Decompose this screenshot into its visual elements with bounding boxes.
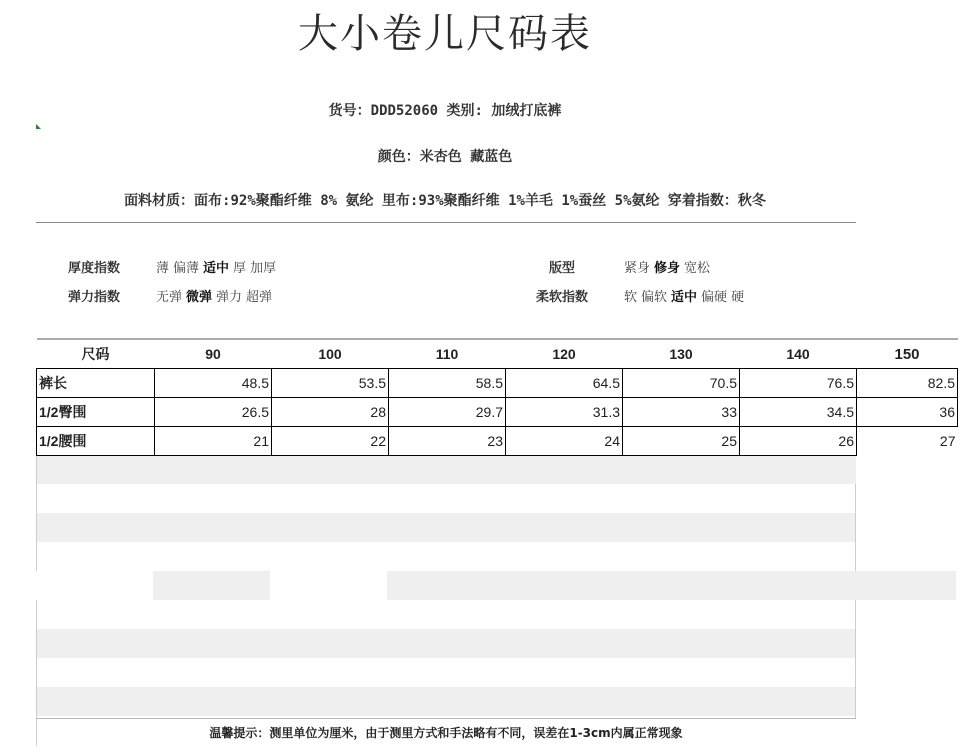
softness-options: [624, 286, 748, 305]
size-col-header: 90: [205, 346, 221, 362]
color-info: 颜色：米杏色 藏蓝色: [377, 149, 513, 165]
table-cell: 36: [857, 398, 958, 427]
elasticity-options: [156, 286, 276, 305]
attribute-option: 适中: [671, 290, 698, 305]
frame-line: [855, 484, 856, 571]
size-col-header: 140: [786, 346, 810, 362]
fit-label: 版型: [549, 261, 576, 276]
empty-row-band: [387, 571, 956, 600]
table-cell: 23: [389, 427, 506, 456]
attribute-option: 偏薄: [173, 261, 200, 276]
attribute-option: 无弹: [156, 290, 183, 305]
table-cell: 58.5: [389, 369, 506, 398]
divider: [36, 222, 856, 223]
table-row: [37, 427, 958, 456]
size-table: [36, 338, 958, 456]
size-header-label: 尺码: [81, 346, 110, 362]
table-row: [37, 398, 958, 427]
softness-label: 柔软指数: [536, 290, 589, 305]
empty-row-band: [153, 571, 270, 600]
page-title: 大小卷儿尺码表: [298, 11, 592, 57]
thickness-label: 厚度指数: [68, 261, 121, 276]
table-cell: 28: [272, 398, 389, 427]
frame-line: [855, 600, 856, 718]
footer-note: 温馨提示：测里单位为厘米，由于测里方式和手法略有不同，误差在1-3cm内属正常现象: [36, 718, 856, 747]
table-cell: 48.5: [155, 369, 272, 398]
table-cell: 53.5: [272, 369, 389, 398]
elasticity-label: 弹力指数: [68, 290, 121, 305]
attribute-option: 紧身: [624, 261, 651, 276]
table-cell: 82.5: [857, 369, 958, 398]
attribute-option: 弹力: [216, 290, 243, 305]
empty-row-band: [36, 455, 856, 484]
attribute-option: 微弹: [186, 290, 213, 305]
attribute-option: 修身: [654, 261, 681, 276]
table-cell: 25: [623, 427, 740, 456]
attribute-option: 薄: [156, 261, 170, 276]
row-label: 1/2腰围: [37, 427, 155, 456]
corner-mark: [36, 124, 41, 129]
table-cell: 27: [939, 433, 956, 450]
table-cell: 70.5: [623, 369, 740, 398]
attribute-option: 软: [624, 290, 638, 305]
thickness-options: [156, 257, 280, 276]
size-col-header: 110: [435, 346, 459, 362]
table-cell: 33: [623, 398, 740, 427]
table-cell: 22: [272, 427, 389, 456]
attribute-option: 厚: [233, 261, 247, 276]
size-col-header: 150: [894, 345, 920, 363]
product-info: 货号：DDD52060 类别: 加绒打底裤: [328, 103, 562, 119]
empty-row-band: [36, 513, 856, 542]
row-label: 1/2臀围: [37, 398, 155, 427]
fit-options: [624, 257, 714, 276]
attribute-option: 偏硬: [701, 290, 728, 305]
table-cell: 24: [506, 427, 623, 456]
row-label: 裤长: [37, 369, 155, 398]
size-col-header: 130: [669, 346, 693, 362]
table-cell: 26.5: [155, 398, 272, 427]
table-cell: 34.5: [740, 398, 857, 427]
table-cell: 76.5: [740, 369, 857, 398]
frame-line: [36, 455, 37, 571]
table-cell: 31.3: [506, 398, 623, 427]
attribute-option: 适中: [203, 261, 230, 276]
table-cell: 21: [155, 427, 272, 456]
attribute-option: 偏软: [641, 290, 668, 305]
attribute-option: 宽松: [684, 261, 711, 276]
attribute-option: 硬: [731, 290, 745, 305]
size-header-row: [37, 339, 958, 369]
size-col-header: 100: [318, 346, 342, 362]
size-col-header: 120: [552, 346, 576, 362]
empty-row-band: [36, 629, 856, 658]
table-cell: 26: [740, 427, 857, 456]
table-cell: 29.7: [389, 398, 506, 427]
empty-row-band: [36, 687, 856, 716]
attribute-option: 超弹: [246, 290, 273, 305]
table-row: [37, 369, 958, 398]
material-info: 面料材质：面布:92%聚酯纤维 8% 氨纶 里布:93%聚酯纤维 1%羊毛 1%蚕丝 5%氨纶 穿着指数：秋冬: [124, 193, 766, 209]
attribute-option: 加厚: [250, 261, 277, 276]
table-cell: 64.5: [506, 369, 623, 398]
